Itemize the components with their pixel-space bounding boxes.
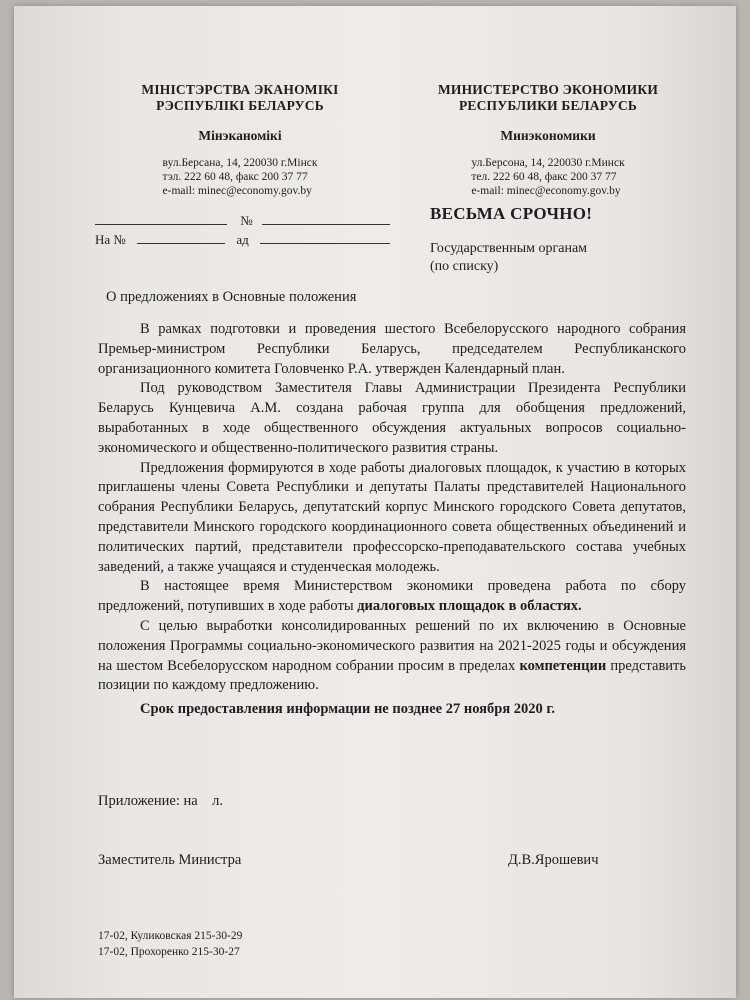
executor-line-2: 17-02, Прохоренко 215-30-27 xyxy=(98,946,240,958)
org-phone: тэл. 222 60 48, факс 200 37 77 xyxy=(162,171,308,183)
org-name-line1: МИНИСТЕРСТВО ЭКОНОМИКИ xyxy=(437,82,659,97)
signatory-position: Заместитель Министра xyxy=(98,852,242,868)
org-short-name: Мінэканомікі xyxy=(198,128,282,143)
paragraph-5-text-end: представить позиции по каждому предложению. xyxy=(98,657,686,694)
letterhead-belarusian xyxy=(95,82,385,199)
paragraph-4-text: В настоящее время Министерством экономики проведена работа по сбору предложений, потупивших в ходе работы xyxy=(98,578,686,615)
reply-date-label: ад xyxy=(236,232,249,247)
org-name-line2: РЭСПУБЛІКІ БЕЛАРУСЬ xyxy=(156,98,324,113)
paragraph-2: Под руководством Заместителя Главы Администрации Президента Республики Беларусь Кунцевича А.М. создана рабочая группа для обобщения предложений, выработанных в ходе общественного обсуждения актуальных вопросов социально-экономического и общественно-политического развития страны. xyxy=(98,380,686,456)
org-address: ул.Берсона, 14, 220030 г.Минск xyxy=(471,157,625,169)
date-blank xyxy=(95,212,227,225)
reply-date-blank xyxy=(260,231,390,244)
org-name-line2: РЕСПУБЛИКИ БЕЛАРУСЬ xyxy=(458,98,638,113)
org-name-line1: МІНІСТЭРСТВА ЭКАНОМІКІ xyxy=(141,82,339,97)
letter-subject: О предложениях в Основные положения xyxy=(106,289,357,305)
number-label: № xyxy=(240,213,253,228)
executor-line-1: 17-02, Куликовская 215-30-29 xyxy=(98,930,243,942)
paragraph-3: Предложения формируются в ходе работы диалоговых площадок, к участию в которых приглашены члены Совета Республики и депутаты Палаты представителей Национального собрания Республики Беларусь, депутатский корпус Минского городского Совета депутатов, представители Минского городского координационного совета общественных объединений и политических партий, представители профессорско-преподавательского состава учебных заведений, а также учащаяся и студенческая молодежь. xyxy=(98,459,686,575)
paragraph-5 xyxy=(98,617,686,696)
org-email: e-mail: minec@economy.gov.by xyxy=(471,185,621,197)
org-email: e-mail: minec@economy.gov.by xyxy=(162,185,312,197)
letterhead-russian xyxy=(418,82,678,199)
paragraph-5-bold: компетенции xyxy=(519,657,607,674)
org-address: вул.Берсана, 14, 220030 г.Мінск xyxy=(162,157,318,169)
registration-line-1 xyxy=(95,212,390,229)
addressee-block xyxy=(430,240,587,276)
paragraph-4-bold: диалоговых площадок в областях. xyxy=(357,598,582,615)
deadline-line: Срок предоставления информации не позднее 27 ноября 2020 г. xyxy=(140,701,555,718)
attachment-line: Приложение: на л. xyxy=(98,793,224,809)
addressee-line1: Государственным органам xyxy=(430,241,588,256)
org-short-name: Минэкономики xyxy=(500,128,596,143)
contact-block xyxy=(471,156,624,198)
number-blank xyxy=(262,212,390,225)
paragraph-1: В рамках подготовки и проведения шестого Всебелорусского народного собрания Премьер-министром Республики Беларусь, председателем Республиканского организационного комитета Головченко Р.А. утвержден Календарный план. xyxy=(98,321,686,377)
signatory-name: Д.В.Ярошевич xyxy=(508,852,599,868)
registration-line-2 xyxy=(95,231,390,248)
org-phone: тел. 222 60 48, факс 200 37 77 xyxy=(471,171,617,183)
paragraph-4 xyxy=(98,577,686,617)
addressee-line2: (по списку) xyxy=(430,259,499,274)
letter-body xyxy=(98,320,686,720)
paragraph-5-text-start: С целью выработки консолидированных решений по их включению в Основные положения Программы социально-экономического развития на 2021-2025 годы и обсуждения на шестом Всебелорусском народном собрании просим в пределах xyxy=(98,617,686,674)
reply-number-blank xyxy=(137,231,225,244)
urgency-mark: ВЕСЬМА СРОЧНО! xyxy=(430,204,593,223)
reply-number-label: На № xyxy=(95,232,126,247)
contact-block xyxy=(163,156,318,198)
